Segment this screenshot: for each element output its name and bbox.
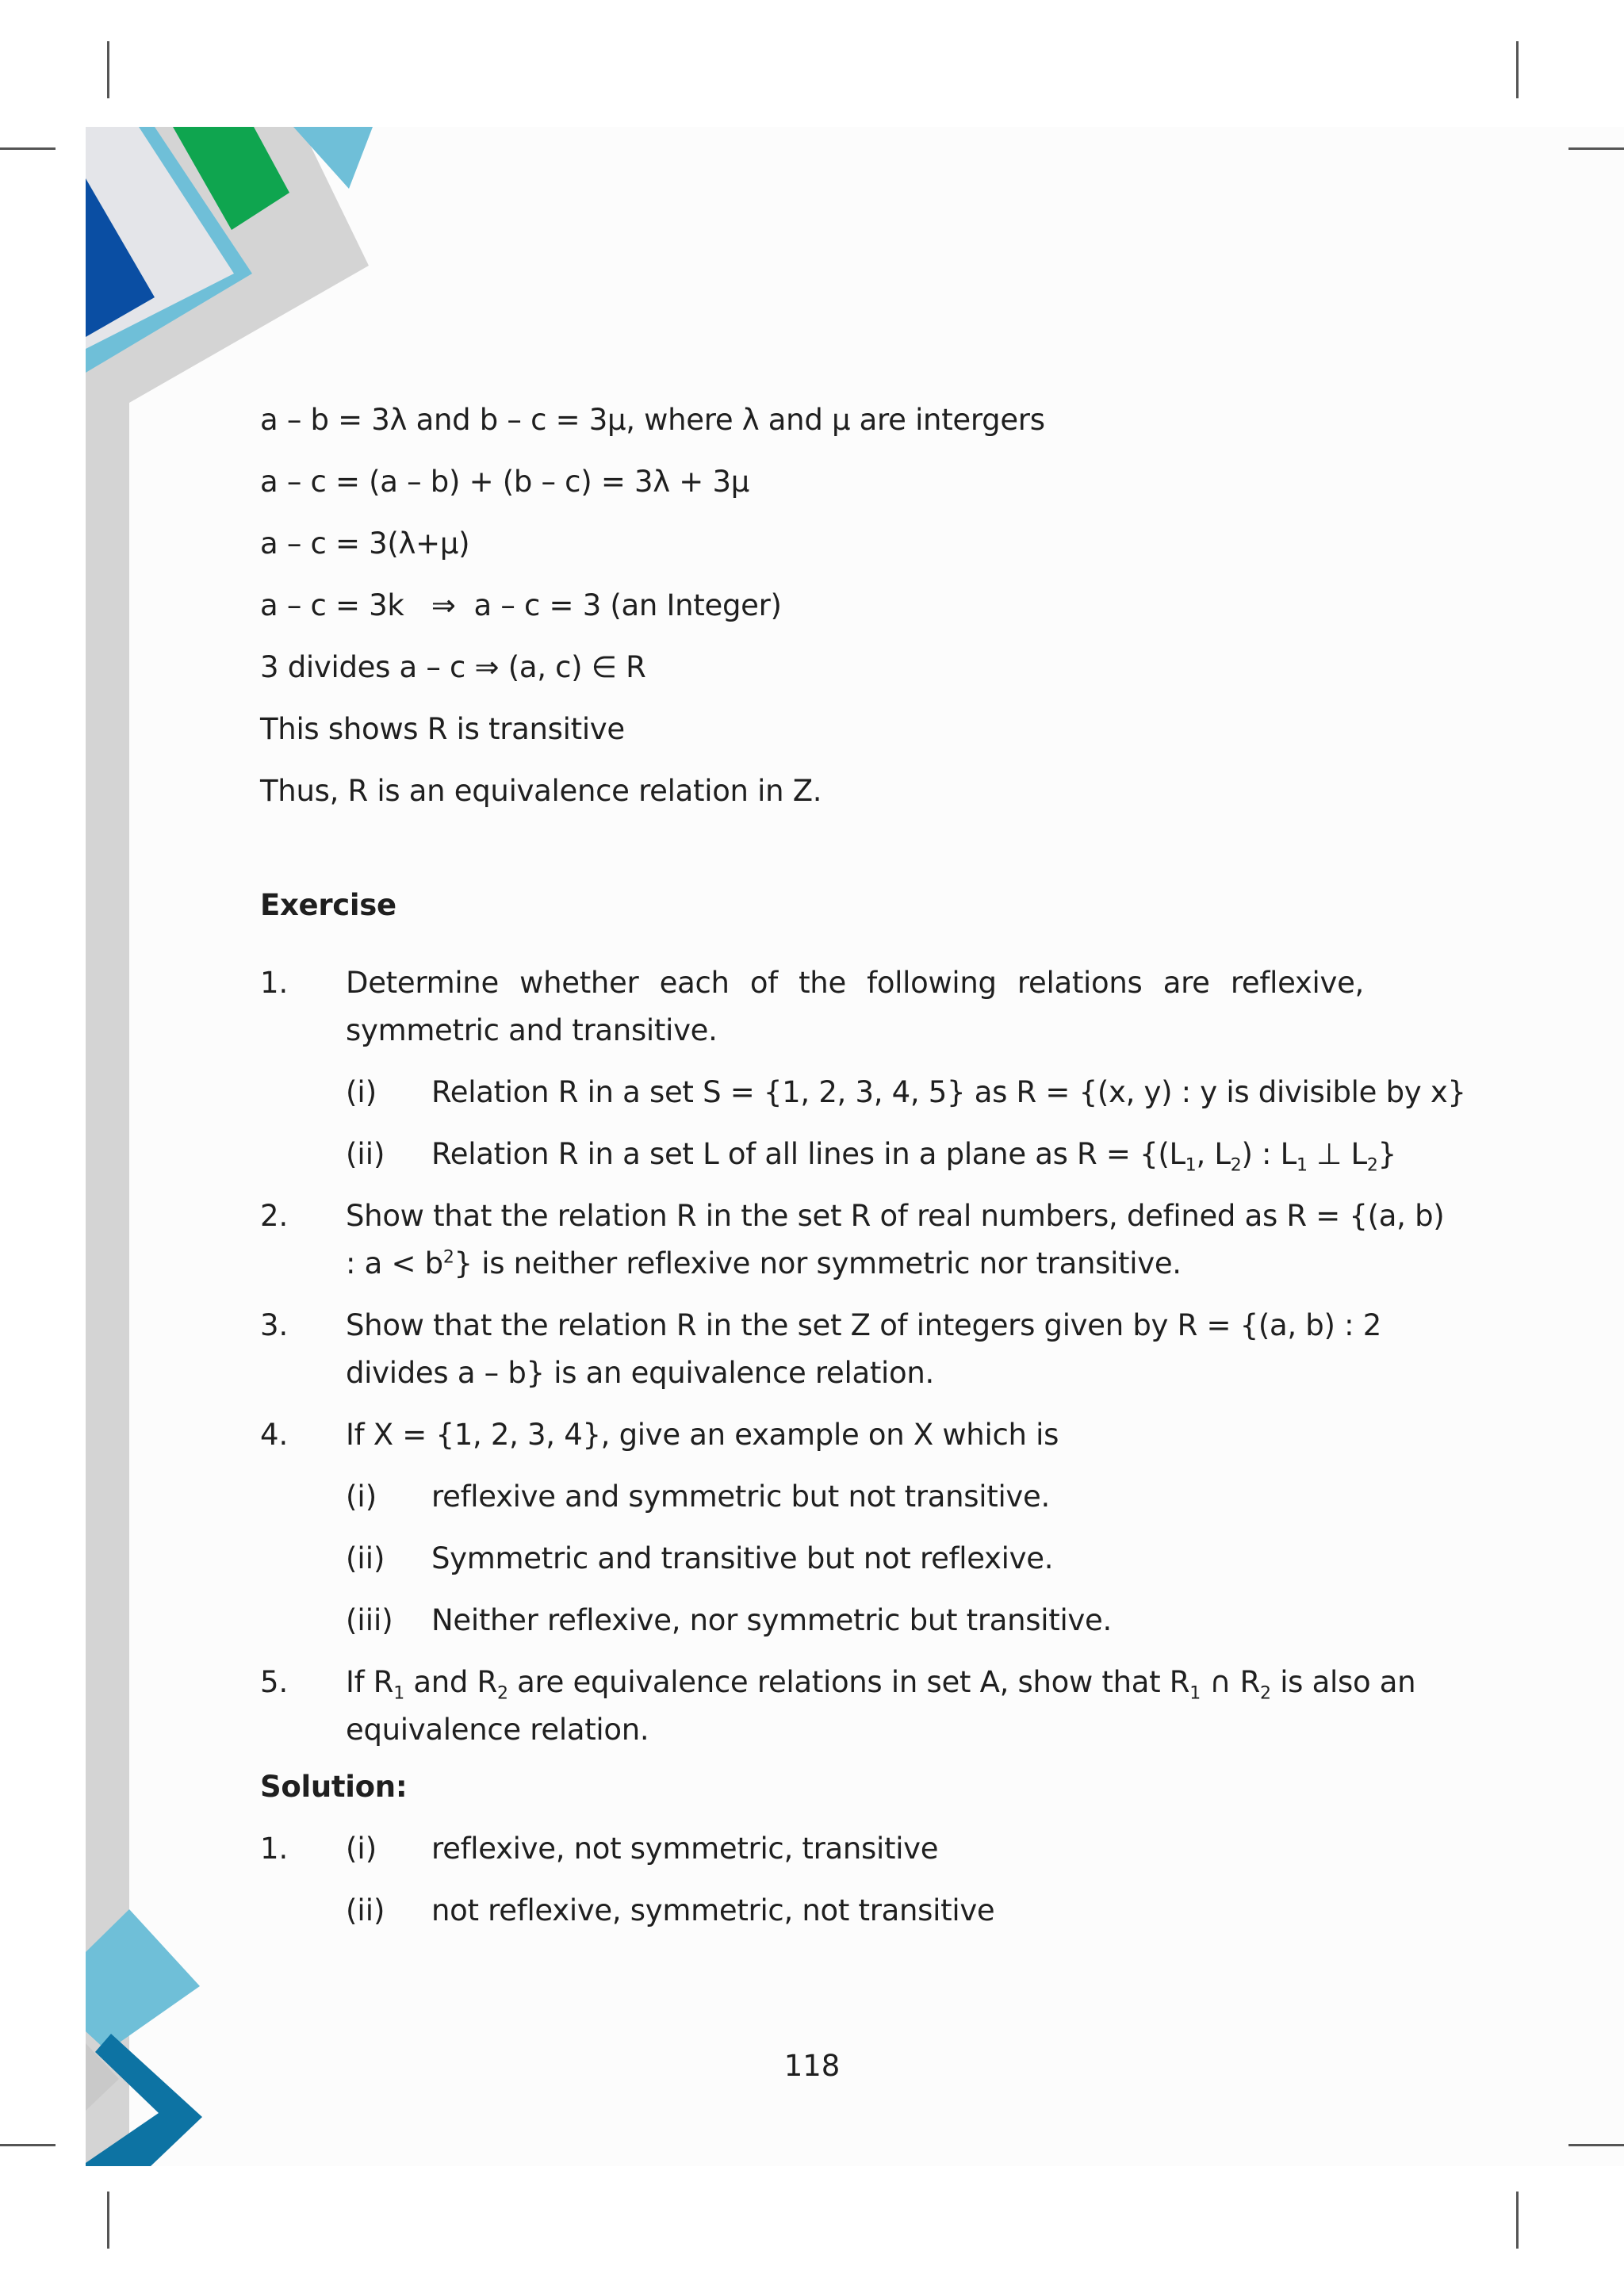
- question-4-line-1: If X = {1, 2, 3, 4}, give an example on X which is: [346, 1418, 1059, 1452]
- question-1-part-i-number: (i): [346, 1075, 377, 1109]
- question-4-part-ii-number: (ii): [346, 1541, 385, 1575]
- derivation-line-5: 3 divides a – c ⇒ (a, c) ∈ R: [260, 650, 646, 684]
- q1-ii-sub-3: 1: [1297, 1155, 1308, 1176]
- q1-ii-text-d: ⊥ L: [1307, 1137, 1367, 1171]
- question-2-number: 2.: [260, 1199, 289, 1233]
- derivation-line-2: a – c = (a – b) + (b – c) = 3λ + 3μ: [260, 465, 749, 499]
- question-3-number: 3.: [260, 1308, 289, 1342]
- solution-1-part-i-text: reflexive, not symmetric, transitive: [431, 1832, 939, 1866]
- question-4-part-iii-number: (iii): [346, 1603, 393, 1637]
- q1-ii-text-e: }: [1377, 1137, 1396, 1171]
- question-4-number: 4.: [260, 1418, 289, 1452]
- q1-ii-sub-1: 1: [1185, 1155, 1197, 1176]
- question-3-line-2: divides a – b} is an equivalence relation.: [346, 1356, 934, 1390]
- q5-sub-4: 2: [1260, 1683, 1271, 1704]
- question-4-part-i-number: (i): [346, 1480, 377, 1514]
- q5-text-c: are equivalence relations in set A, show that R: [508, 1665, 1190, 1699]
- q5-text-e: is also an: [1270, 1665, 1416, 1699]
- solution-heading: Solution:: [260, 1770, 408, 1804]
- q2-superscript: 2: [442, 1247, 454, 1268]
- question-4-part-i-text: reflexive and symmetric but not transitive.: [431, 1480, 1050, 1514]
- q1-ii-sub-2: 2: [1230, 1155, 1242, 1176]
- question-4-part-ii-text: Symmetric and transitive but not reflexive.: [431, 1541, 1054, 1575]
- exercise-heading: Exercise: [260, 888, 396, 922]
- question-5-number: 5.: [260, 1665, 289, 1699]
- q2-line2-b: } is neither reflexive nor symmetric nor transitive.: [454, 1246, 1182, 1280]
- question-1-line-1: Determine whether each of the following relations are reflexive,: [346, 966, 1364, 1000]
- q1-ii-text-c: ) : L: [1241, 1137, 1297, 1171]
- q5-text-b: and R: [404, 1665, 497, 1699]
- q5-text-a: If R: [346, 1665, 394, 1699]
- question-1-number: 1.: [260, 966, 289, 1000]
- question-1-part-ii-number: (ii): [346, 1137, 385, 1171]
- question-4-part-iii-text: Neither reflexive, nor symmetric but transitive.: [431, 1603, 1112, 1637]
- left-margin-bar: [86, 349, 129, 2165]
- solution-1-part-i-number: (i): [346, 1832, 377, 1866]
- question-1-line-2: symmetric and transitive.: [346, 1013, 718, 1047]
- question-5-line-2: equivalence relation.: [346, 1713, 649, 1747]
- derivation-line-3: a – c = 3(λ+μ): [260, 526, 470, 561]
- derivation-line-4: a – c = 3k ⇒ a – c = 3 (an Integer): [260, 588, 782, 622]
- q5-text-d: ∩ R: [1200, 1665, 1261, 1699]
- q5-sub-1: 1: [393, 1683, 404, 1704]
- solution-1-number: 1.: [260, 1832, 289, 1866]
- question-3-line-1: Show that the relation R in the set Z of integers given by R = {(a, b) : 2: [346, 1308, 1381, 1342]
- question-5-line-1: [346, 1665, 1416, 1704]
- derivation-line-6: This shows R is transitive: [260, 712, 625, 746]
- question-1-part-i-text: Relation R in a set S = {1, 2, 3, 4, 5} as R = {(x, y) : y is divisible by x}: [431, 1075, 1466, 1109]
- q5-sub-2: 2: [496, 1683, 508, 1704]
- solution-1-part-ii-text: not reflexive, symmetric, not transitive: [431, 1893, 995, 1927]
- question-1-part-ii-text: [431, 1137, 1396, 1176]
- derivation-line-7: Thus, R is an equivalence relation in Z.: [260, 774, 822, 808]
- q2-line2-a: : a < b: [346, 1246, 443, 1280]
- question-2-line-2: [346, 1246, 1182, 1281]
- q1-ii-text-a: Relation R in a set L of all lines in a plane as R = {(L: [431, 1137, 1185, 1171]
- question-2-line-1: Show that the relation R in the set R of real numbers, defined as R = {(a, b): [346, 1199, 1445, 1233]
- solution-1-part-ii-number: (ii): [346, 1893, 385, 1927]
- page-number: 118: [783, 2049, 841, 2083]
- q1-ii-sub-4: 2: [1366, 1155, 1378, 1176]
- derivation-line-1: a – b = 3λ and b – c = 3μ, where λ and μ are intergers: [260, 403, 1045, 437]
- q5-line1-group: [346, 1665, 1416, 1704]
- q1-ii-text-b: , L: [1196, 1137, 1231, 1171]
- q5-sub-3: 1: [1189, 1683, 1201, 1704]
